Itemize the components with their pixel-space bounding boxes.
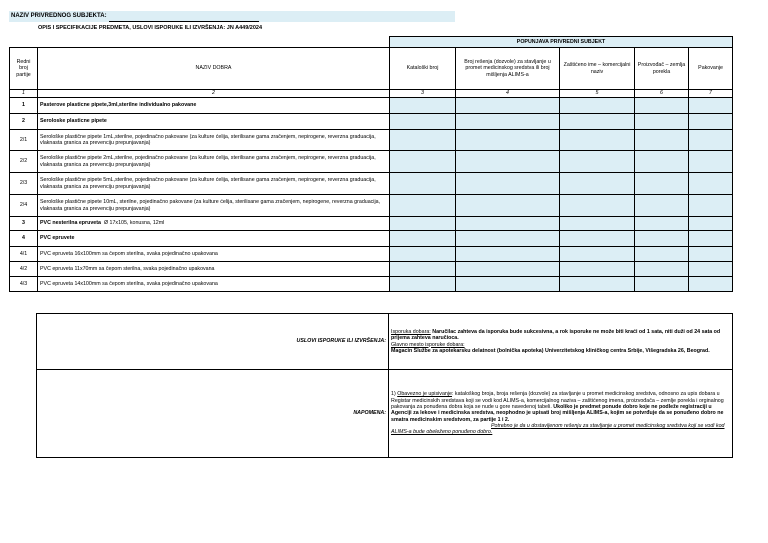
col-number: 7 (689, 90, 733, 98)
manufacturer-input[interactable] (635, 195, 689, 217)
table-row (10, 173, 733, 195)
license-input[interactable] (456, 114, 560, 130)
catalog-input[interactable] (390, 262, 456, 277)
row-item-name (38, 98, 390, 114)
license-input[interactable] (456, 277, 560, 292)
manufacturer-input[interactable] (635, 130, 689, 151)
col-number: 6 (635, 90, 689, 98)
row-item-name (38, 114, 390, 130)
subject-name-line[interactable] (109, 14, 259, 22)
license-input[interactable] (456, 130, 560, 151)
item-name-text: Pasterove plasticne pipete,3ml,sterilne individualno pakovane (40, 102, 197, 109)
packaging-input[interactable] (689, 231, 733, 247)
row-item-name (38, 173, 390, 195)
document-title: OPIS I SPECIFIKACIJE PREDMETA, USLOVI ISPORUKE ILI IZVRŠENJA: JN A449/2024 (38, 25, 263, 31)
manufacturer-input[interactable] (635, 98, 689, 114)
row-item-name (38, 277, 390, 292)
table-row (10, 247, 733, 262)
row-item-name (38, 130, 390, 151)
manufacturer-input[interactable] (635, 262, 689, 277)
packaging-input[interactable] (689, 173, 733, 195)
catalog-input[interactable] (390, 130, 456, 151)
license-input[interactable] (456, 262, 560, 277)
row-item-name (38, 247, 390, 262)
trade-name-input[interactable] (560, 277, 635, 292)
packaging-input[interactable] (689, 195, 733, 217)
packaging-input[interactable] (689, 130, 733, 151)
trade-name-input[interactable] (560, 173, 635, 195)
delivery-place-text: Magacin Službe za apotekarsku delatnost (bolnička apoteka) Univerzitetskog kliničkog centra Srbije, Višegradska 26, Beograd. (391, 347, 710, 354)
item-name-text: Serološke plastične pipete 5mL,sterilne, pojedinačno pakovane (za kulture ćelija, sterilisane gama zračenjem, nepirogene, reverzna graduacija, vlaknasta granica za prevenciju prepunjavanja) (40, 177, 376, 190)
col-number: 1 (10, 90, 38, 98)
packaging-input[interactable] (689, 217, 733, 231)
row-serial: 1 (10, 98, 38, 114)
packaging-input[interactable] (689, 262, 733, 277)
item-name-text: Serološke plastične pipete 2mL,sterilne, pojedinačno pakovane (za kulture ćelija, sterilisane gama zračenjem, nepirogene, reverzna graduacija, vlaknasta granica za prevenciju prepunjavanja) (40, 155, 376, 168)
delivery-time-text: Naručilac zahteva da isporuka bude sukcesivna, a rok isporuke ne može biti kraći od 1 sata, niti duži od 24 sata od prijema zahteva naručioca. (391, 328, 721, 342)
manufacturer-input[interactable] (635, 247, 689, 262)
col-header-name: NAZIV DOBRA (38, 48, 390, 90)
row-serial: 4/1 (10, 247, 38, 262)
row-serial: 2/3 (10, 173, 38, 195)
row-item-name (38, 262, 390, 277)
table-row (10, 114, 733, 130)
col-header-serial: Redni broj partije (10, 48, 38, 90)
delivery-label: USLOVI ISPORUKE ILI IZVRŠENJA: (37, 314, 389, 370)
catalog-input[interactable] (390, 114, 456, 130)
item-name-text: Serološke plastične pipete 1mL,sterilne, pojedinačno pakovane (za kulture ćelija, sterilisane gama zračenjem, nepirogene, reverzna graduacija, vlaknasta granica za prevenciju prepunjavanja) (40, 133, 376, 146)
conditions-table (36, 313, 733, 458)
note1-label: Obavezno je upisivanje (397, 391, 452, 398)
trade-name-input[interactable] (560, 151, 635, 173)
group-header: POPUNJAVA PRIVREDNI SUBJEKT (390, 37, 733, 48)
license-input[interactable] (456, 217, 560, 231)
delivery-place-label: Glavno mesto isporuke dobara: (391, 341, 465, 348)
trade-name-input[interactable] (560, 195, 635, 217)
table-row (10, 231, 733, 247)
catalog-input[interactable] (390, 217, 456, 231)
manufacturer-input[interactable] (635, 151, 689, 173)
packaging-input[interactable] (689, 247, 733, 262)
note2-text: Potrebno je da u dostavljenom rešenju za stavljanje u promet medicinskog sredstva koji se vodi kod ALIMS-a bude obeleženo ponuđeno dobro. (391, 422, 725, 436)
catalog-input[interactable] (390, 151, 456, 173)
manufacturer-input[interactable] (635, 114, 689, 130)
row-serial: 2/4 (10, 195, 38, 217)
packaging-input[interactable] (689, 277, 733, 292)
license-input[interactable] (456, 98, 560, 114)
row-item-name (38, 231, 390, 247)
item-name-text: PVC epruveta 16x100mm sa čepom sterilna, svaka pojedinačno upakovana (40, 250, 218, 257)
column-number-row (10, 90, 733, 98)
trade-name-input[interactable] (560, 217, 635, 231)
table-row (10, 151, 733, 173)
row-serial: 4/3 (10, 277, 38, 292)
manufacturer-input[interactable] (635, 173, 689, 195)
item-name-suffix: Ø 17x105, konusna, 12ml (103, 220, 165, 227)
packaging-input[interactable] (689, 151, 733, 173)
table-row (10, 277, 733, 292)
table-row (10, 98, 733, 114)
packaging-input[interactable] (689, 114, 733, 130)
manufacturer-input[interactable] (635, 217, 689, 231)
item-name-text: PVC epruveta 14x100mm sa čepom sterilna, svaka pojedinačno upakovana (40, 280, 218, 287)
column-header-row (10, 48, 733, 90)
item-name-text: Seroloske plasticne pipete (40, 118, 107, 125)
manufacturer-input[interactable] (635, 231, 689, 247)
col-header-manufacturer: Proizvođač – zemlja porekla (635, 48, 689, 90)
col-number: 3 (390, 90, 456, 98)
notes-row (37, 370, 733, 458)
trade-name-input[interactable] (560, 114, 635, 130)
col-number: 5 (560, 90, 635, 98)
table-row (10, 195, 733, 217)
row-item-name (38, 217, 390, 231)
item-name-text: Serološke plastične pipete 10mL, sterilne, pojedinačno pakovane (za kulture ćelija, sterilisane gama zračenjem, nepirogene, reverzna graduacija, vlaknasta granica za prevenciju prepunjavanja) (40, 199, 381, 212)
col-header-trade-name: Zaštićeno ime – komercijalni naziv (560, 48, 635, 90)
notes-label: NAPOMENA: (37, 370, 389, 458)
note1-text: : kataloškog broja, broja rešenja (dozvole) za stavljanje u promet medicinskog sredstva, odnosno za upis dobara u Registar medicinskih sredstava koji se vodi kod ALIMS-a, komercijalnog naziva – zaštićenog imena, proizvođača – zemlje porekla i orginalnog pakovanja za ponuđena dobra koja se nude u gore navedenoj tabeli. (391, 391, 724, 411)
col-number: 4 (456, 90, 560, 98)
catalog-input[interactable] (390, 195, 456, 217)
catalog-input[interactable] (390, 173, 456, 195)
row-serial: 2/2 (10, 151, 38, 173)
item-name-text: PVC epruvete (40, 235, 75, 242)
trade-name-input[interactable] (560, 231, 635, 247)
license-input[interactable] (456, 231, 560, 247)
license-input[interactable] (456, 151, 560, 173)
table-row (10, 217, 733, 231)
specification-table (9, 36, 733, 292)
table-row (10, 130, 733, 151)
row-item-name (38, 195, 390, 217)
note1-bold-text: Ukoliko je predmet ponude dobro koje ne podleže registraciji u Agenciji za lekove i medicinska sredstva, neophodno je upisati broj mišljenja ALIMS-a, kojim se potvrđuje da se ponuđeno dobro ne smatra medicinskim sredstvom, za partije 1 i 2. (391, 404, 724, 423)
row-item-name (38, 151, 390, 173)
trade-name-input[interactable] (560, 130, 635, 151)
col-header-catalog: Kataloški broj (390, 48, 456, 90)
row-serial: 2 (10, 114, 38, 130)
row-serial: 2/1 (10, 130, 38, 151)
catalog-input[interactable] (390, 231, 456, 247)
delivery-conditions-row (37, 314, 733, 370)
trade-name-input[interactable] (560, 247, 635, 262)
license-input[interactable] (456, 195, 560, 217)
row-serial: 3 (10, 217, 38, 231)
row-serial: 4 (10, 231, 38, 247)
catalog-input[interactable] (390, 247, 456, 262)
delivery-time-label: Isporuka dobara: (391, 328, 431, 335)
manufacturer-input[interactable] (635, 277, 689, 292)
item-name-text: PVC epruveta 11x70mm sa čepom sterilna, svaka pojedinačno upakovana (40, 265, 215, 272)
col-header-packaging: Pakovanje (689, 48, 733, 90)
table-row (10, 262, 733, 277)
subject-name-bar (9, 11, 455, 22)
catalog-input[interactable] (390, 98, 456, 114)
col-header-license: Broj rešenja (dozvole) za stavljanje u promet medicinskog sredstva ili broj mišljenja ALIMS-a (456, 48, 560, 90)
col-number: 2 (38, 90, 390, 98)
packaging-input[interactable] (689, 98, 733, 114)
subject-name-label: NAZIV PRIVREDNOG SUBJEKTA: (11, 13, 107, 19)
row-serial: 4/2 (10, 262, 38, 277)
license-input[interactable] (456, 173, 560, 195)
trade-name-input[interactable] (560, 262, 635, 277)
item-name-text: PVC nesterilna epruveta (40, 220, 101, 227)
catalog-input[interactable] (390, 277, 456, 292)
trade-name-input[interactable] (560, 98, 635, 114)
license-input[interactable] (456, 247, 560, 262)
note1-prefix: 1) (391, 391, 396, 398)
